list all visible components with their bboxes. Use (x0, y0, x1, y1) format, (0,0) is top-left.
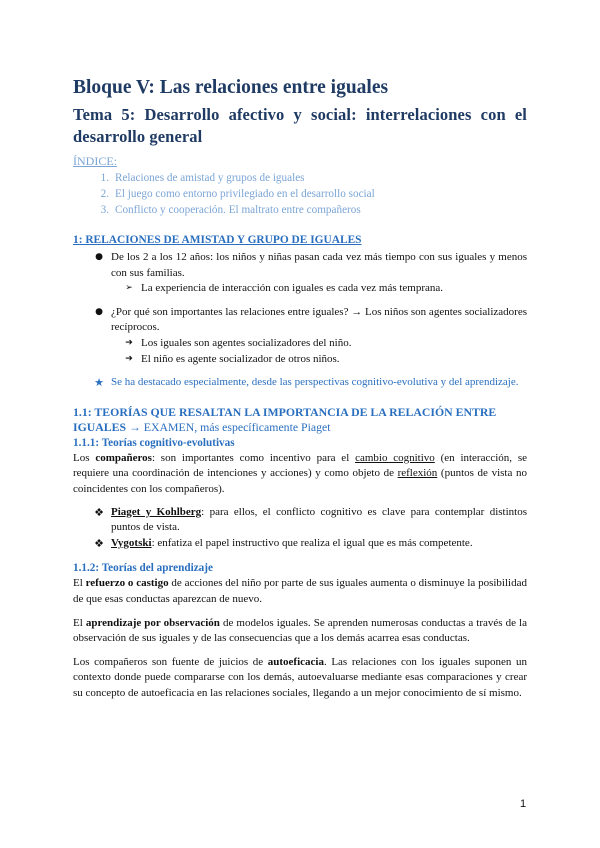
toc-item[interactable] (73, 170, 527, 186)
document-title: Bloque V: Las relaciones entre iguales (73, 77, 389, 98)
list-item (73, 505, 527, 536)
page-number: 1 (520, 798, 527, 810)
document-page (73, 76, 527, 701)
toc-label: ÍNDICE: (73, 154, 117, 168)
bullet-icon: ● (95, 252, 103, 262)
arrow-icon: ➔ (125, 353, 133, 364)
list-item-text: De los 2 a los 12 años: los niños y niñas pasan cada vez más tiempo con sus iguales y menos con sus familias. (111, 251, 527, 279)
star-icon: ★ (94, 376, 104, 390)
list-item (73, 375, 527, 391)
subsection-heading: 1.1.2: Teorías del aprendizaje (73, 562, 213, 575)
author-name: Piaget y Kohlberg (111, 505, 202, 518)
toc-item-text: Conflicto y cooperación. El maltrato entre compañeros (115, 204, 361, 216)
author-name: Vygotski (111, 536, 152, 549)
diamond-bullet-icon: ❖ (94, 505, 104, 519)
diamond-bullet-icon: ❖ (94, 536, 104, 550)
table-of-contents (73, 170, 527, 218)
list-item (73, 305, 527, 336)
list-item-text: Vygotski: enfatiza el papel instructivo que realiza el igual que es más competente. (111, 536, 473, 549)
bold-term: aprendizaje por observación (85, 616, 220, 629)
list-item (73, 281, 527, 297)
list-item (73, 250, 527, 281)
toc-item-number: 3. (100, 204, 109, 216)
document-subtitle: Tema 5: Desarrollo afectivo y social: interrelaciones con el desarrollo general (73, 105, 527, 146)
list-item-text: Piaget y Kohlberg: para ellos, el conflicto cognitivo es clave para contemplar distintos puntos de vista. (111, 505, 527, 534)
toc-item[interactable] (73, 202, 527, 218)
bold-term: compañeros (95, 451, 152, 464)
toc-item-number: 2. (100, 188, 109, 200)
list-item-text: ¿Por qué son importantes las relaciones entre iguales? → Los niños son agentes socializadores recíprocos. (111, 305, 527, 334)
list-item (73, 352, 527, 368)
bold-term: refuerzo o castigo (85, 577, 169, 590)
list-item-text: Se ha destacado especialmente, desde las perspectivas cognitivo-evolutiva y del aprendizaje. (111, 376, 519, 389)
toc-item-text: Relaciones de amistad y grupos de iguales (115, 172, 305, 184)
list-item-text: Los iguales son agentes socializadores del niño. (141, 336, 352, 349)
list-item (73, 336, 527, 352)
paragraph: El refuerzo o castigo de acciones del niño por parte de sus iguales aumenta o disminuye la posibilidad de que esas conductas aparezcan de nuevo. (73, 577, 527, 605)
section-heading-text: 1.1: TEORÍAS QUE RESALTAN LA IMPORTANCIA DE LA RELACIÓN ENTRE IGUALES (73, 404, 497, 435)
arrow-icon: ➔ (125, 337, 133, 348)
underlined-term: reflexión (397, 467, 438, 480)
list-item-text: La experiencia de interacción con iguales es cada vez más temprana. (141, 282, 444, 295)
list-item-text: El niño es agente socializador de otros niños. (141, 352, 340, 365)
arrowhead-icon: ➢ (125, 283, 133, 294)
toc-item[interactable] (73, 186, 527, 202)
toc-item-number: 1. (100, 172, 109, 184)
section-heading-note: → EXAMEN, más específicamente Piaget (126, 420, 331, 435)
toc-item-text: El juego como entorno privilegiado en el desarrollo social (115, 188, 375, 200)
underlined-term: cambio cognitivo (355, 451, 435, 464)
bullet-icon: ● (95, 306, 103, 317)
section-heading (73, 405, 527, 436)
subsection-heading: 1.1.1: Teorías cognitivo-evolutivas (73, 436, 235, 449)
paragraph: El aprendizaje por observación de modelos iguales. Se aprenden numerosas conductas a través de la observación de sus iguales y de las consecuencias que a los demás acarrea esas conductas. (73, 616, 527, 645)
paragraph: Los compañeros: son importantes como incentivo para el cambio cognitivo (en interacción, se requiere una coordinación de intenciones y acciones) y como objeto de reflexión (puntos de vista no coincidentes con los compañeros). (73, 451, 528, 495)
section-heading: 1: RELACIONES DE AMISTAD Y GRUPO DE IGUALES (73, 234, 362, 246)
paragraph: Los compañeros son fuente de juicios de autoeficacia. Las relaciones con los iguales suponen un contexto donde puede compararse con los demás, autoevaluarse mediante esas comparaciones y crear su concepto de autoeficacia en las relaciones sociales, llegando a un mejor conocimiento de sí mismo. (73, 655, 527, 699)
bold-term: autoeficacia (267, 655, 324, 668)
list-item (73, 536, 527, 552)
